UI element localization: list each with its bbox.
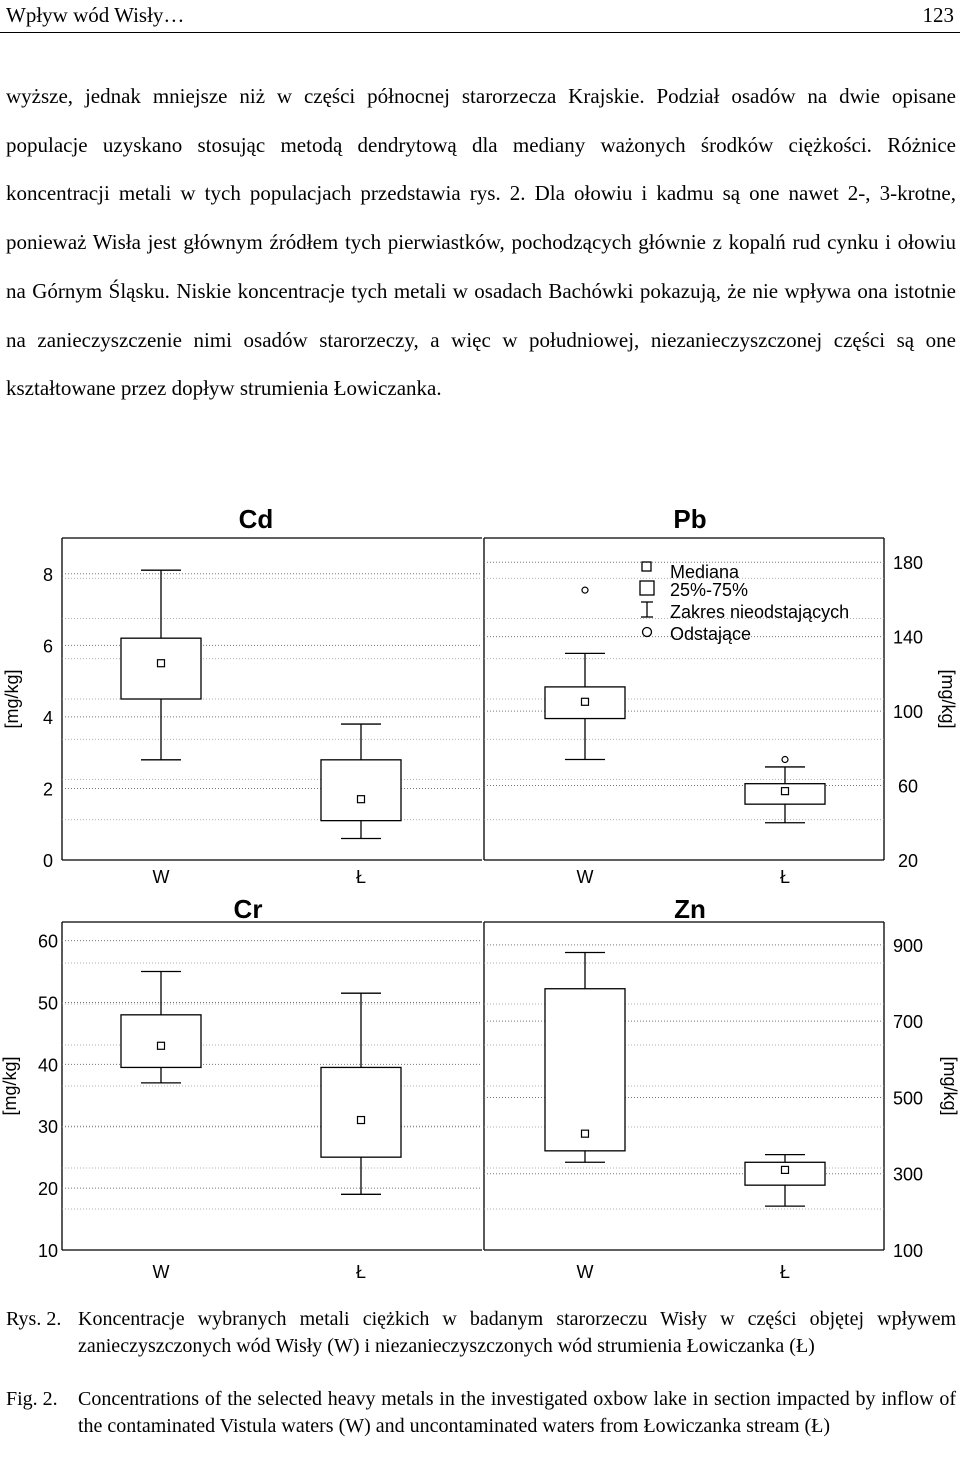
running-title: Wpływ wód Wisły…	[6, 3, 185, 27]
chart-0-y-tick-label: 2	[42, 779, 54, 800]
caption-en-label: Fig. 2.	[6, 1388, 58, 1410]
chart-2-box-1-median-marker	[358, 1117, 365, 1124]
chart-3-box-1-median-marker	[782, 1166, 789, 1173]
legend-range-marker	[641, 602, 653, 617]
caption-en	[6, 1386, 956, 1440]
caption-pl-text: Koncentracje wybranych metali ciężkich w badanym starorzeczu Wisły w części objętej wpływem zanieczyszczonych wód Wisły (W) i niezanieczyszczonych wód strumienia Łowiczanka (Ł)	[78, 1308, 956, 1357]
chart-1-title: Pb	[673, 504, 707, 534]
chart-2-y-tick-label: 40	[37, 1055, 59, 1076]
chart-0-y-tick-label: 4	[42, 707, 54, 728]
chart-0-x-category-label: Ł	[355, 867, 367, 887]
page-header	[0, 0, 960, 33]
chart-0-x-category-label: W	[152, 867, 170, 887]
chart-3-box-0-iqr-box	[545, 989, 625, 1151]
chart-2-y-axis-label: [mg/kg]	[0, 1056, 20, 1116]
chart-2-y-tick-label: 30	[37, 1117, 59, 1138]
legend-range-label: Zakres nieodstających	[670, 602, 850, 622]
chart-2-box-0-iqr-box	[121, 1015, 201, 1068]
chart-0-box-1-iqr-box	[321, 760, 401, 821]
chart-0-y-tick-label: 8	[42, 564, 54, 585]
chart-0-y-axis-label: [mg/kg]	[2, 669, 22, 729]
chart-2-x-category-label: Ł	[355, 1262, 367, 1282]
chart-2-y-tick-label: 50	[37, 993, 59, 1014]
chart-0-title: Cd	[238, 504, 274, 534]
chart-2-y-tick-label: 10	[37, 1241, 59, 1261]
legend-outlier-label: Odstające	[670, 624, 752, 644]
page-number: 123	[922, 3, 954, 27]
chart-1-x-category-label: W	[576, 867, 594, 887]
chart-1-box-1-outlier	[782, 756, 788, 762]
chart-0-y-tick-label: 6	[42, 636, 54, 657]
caption-pl-label: Rys. 2.	[6, 1308, 62, 1330]
chart-1-box-0-median-marker	[582, 698, 589, 705]
chart-1-x-category-label: Ł	[779, 867, 791, 887]
chart-2-box-0-median-marker	[158, 1042, 165, 1049]
chart-1-y-tick-label: 20	[897, 851, 919, 871]
legend-outlier-marker	[643, 628, 652, 637]
chart-0-box-0-median-marker	[158, 660, 165, 667]
legend-iqr-marker	[640, 581, 654, 595]
chart-2-box-1-iqr-box	[321, 1067, 401, 1157]
chart-3-x-category-label: Ł	[779, 1262, 791, 1282]
chart-3-box-0-median-marker	[582, 1130, 589, 1137]
chart-1-box-0-outlier	[582, 587, 588, 593]
chart-2-title: Cr	[233, 894, 263, 924]
chart-3-y-tick-label: 100	[892, 1241, 924, 1261]
figure-boxplots	[0, 490, 960, 1300]
chart-0-box-1-median-marker	[358, 796, 365, 803]
chart-2-x-category-label: W	[152, 1262, 170, 1282]
chart-3-x-category-label: W	[576, 1262, 594, 1282]
body-paragraph: wyższe, jednak mniejsze niż w części północnej starorzecza Krajskie. Podział osadów na dwie opisane populacje uzyskano stosując metodą dendrytową dla mediany ważonych środków ciężkości. Różnice koncentracji metali w tych populacjach przedstawia rys. 2. Dla ołowiu i kadmu są one nawet 2-, 3-krotne, ponieważ Wisła jest głównym źródłem tych pierwiastków, pochodzących głównie z kopalń rud cynku i ołowiu na Górnym Śląsku. Niskie koncentracje tych metali w osadach Bachówki pokazują, że nie wpływa ona istotnie na zanieczyszczenie nimi osadów starorzeczy, a więc w południowej, niezanieczyszczonej części są one kształtowane przez dopływ strumienia Łowiczanka.	[6, 84, 956, 401]
chart-3-title: Zn	[674, 894, 706, 924]
chart-1-y-tick-label: 100	[892, 702, 924, 723]
chart-2-y-tick-label: 60	[37, 931, 59, 952]
chart-3-y-tick-label: 300	[892, 1164, 924, 1185]
caption-pl	[6, 1306, 956, 1360]
legend	[640, 562, 849, 644]
chart-0-box-0-iqr-box	[121, 638, 201, 699]
legend-iqr-label: 25%-75%	[670, 580, 749, 600]
chart-1-y-axis-label: [mg/kg]	[938, 669, 958, 729]
caption-en-text: Concentrations of the selected heavy metals in the investigated oxbow lake in section impacted by inflow of the contaminated Vistula waters (W) and uncontaminated waters from Łowiczanka stream (Ł)	[78, 1388, 956, 1437]
chart-0-y-tick-label: 0	[42, 851, 54, 871]
chart-1-box-1-median-marker	[782, 788, 789, 795]
chart-2-y-tick-label: 20	[37, 1179, 59, 1200]
legend-median-marker	[642, 562, 651, 571]
chart-3-y-tick-label: 500	[892, 1088, 924, 1109]
chart-1-y-tick-label: 180	[892, 553, 924, 574]
chart-3-y-tick-label: 700	[892, 1012, 924, 1033]
chart-1-y-tick-label: 60	[897, 776, 919, 797]
chart-3-y-axis-label: [mg/kg]	[940, 1056, 960, 1116]
chart-3-y-tick-label: 900	[892, 935, 924, 956]
legend-median-label: Mediana	[670, 562, 740, 582]
chart-1-y-tick-label: 140	[892, 627, 924, 648]
